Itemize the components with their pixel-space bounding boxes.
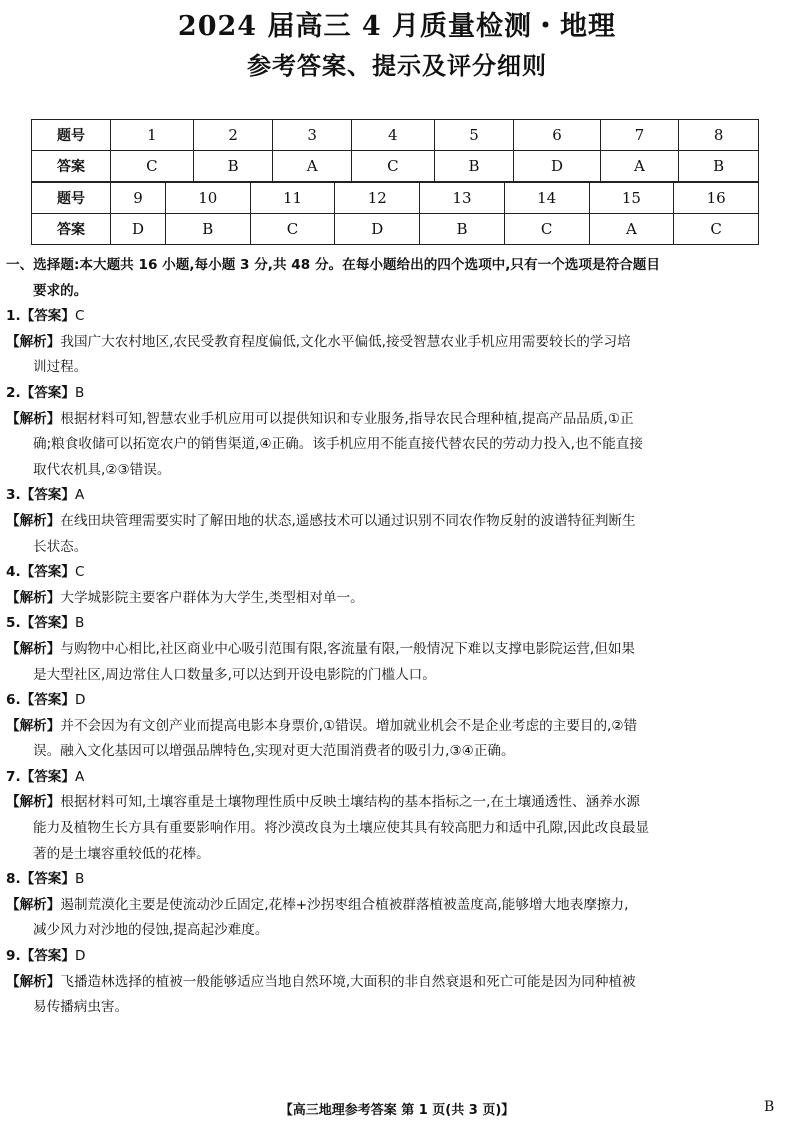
question-number: 1.	[6, 308, 21, 325]
explanation-line	[6, 790, 784, 816]
answer-line	[6, 483, 784, 509]
table-cell-question-number: 11	[250, 183, 335, 214]
answer-marker: 【答案】	[20, 768, 75, 785]
answer-value: D	[75, 948, 86, 965]
explanation-line	[6, 586, 784, 612]
table-cell-answer: B	[434, 151, 514, 182]
table-cell-question-number: 16	[674, 183, 759, 214]
explanation-text: 大学城影院主要客户群体为大学生,类型相对单一。	[60, 589, 364, 606]
table-cell-answer: B	[193, 151, 273, 182]
answer-item	[6, 304, 784, 381]
explanation-marker: 【解析】	[6, 410, 61, 427]
explanation-marker: 【解析】	[6, 589, 61, 606]
explanation-marker: 【解析】	[6, 333, 61, 350]
table-cell-question-number: 9	[111, 183, 166, 214]
explanation-marker: 【解析】	[6, 640, 61, 657]
question-number: 3.	[6, 487, 21, 504]
answer-value: D	[75, 692, 86, 709]
table-cell-answer: B	[420, 214, 505, 245]
table-cell-answer: A	[273, 151, 351, 182]
answer-value: A	[75, 768, 85, 785]
answer-line	[6, 867, 784, 893]
table-cell-question-number: 13	[420, 183, 505, 214]
answer-item	[6, 867, 784, 944]
explanation-text: 遏制荒漠化主要是使流动沙丘固定,花棒+沙拐枣组合植被群落植被盖度高,能够增大地表摩擦力,	[60, 896, 629, 913]
question-number: 6.	[6, 692, 21, 709]
explanation-line	[6, 893, 784, 919]
table-cell-answer: B	[165, 214, 250, 245]
answer-marker: 【答案】	[20, 384, 75, 401]
explanation-line	[6, 509, 784, 535]
table-row-numbers	[32, 120, 759, 151]
explanation-line: 误。融入文化基因可以增强品牌特色,实现对更大范围消费者的吸引力,③④正确。	[33, 743, 515, 760]
answer-marker: 【答案】	[20, 308, 75, 325]
explanation-marker: 【解析】	[6, 896, 61, 913]
answer-value: A	[75, 487, 85, 504]
explanation-line: 确;粮食收储可以拓宽农户的销售渠道,④正确。该手机应用不能直接代替农民的劳动力投入,也不能直接	[33, 436, 643, 453]
explanation-line: 能力及植物生长方具有重要影响作用。将沙漠改良为土壤应使其具有较高肥力和适中孔隙,因此改良最显	[33, 820, 650, 837]
answer-value: B	[75, 615, 85, 632]
table-header-question-number: 题号	[32, 120, 111, 151]
table-cell-question-number: 3	[273, 120, 351, 151]
table-cell-answer: D	[335, 214, 420, 245]
question-number: 4.	[6, 564, 21, 581]
explanation-text: 并不会因为有文创产业而提高电影本身票价,①错误。增加就业机会不是企业考虑的主要目的,②错	[60, 717, 638, 734]
page-title: 2024 届高三 4 月质量检测・地理	[177, 11, 617, 42]
explanation-marker: 【解析】	[6, 512, 61, 529]
explanation-text: 根据材料可知,土壤容重是土壤物理性质中反映土壤结构的基本指标之一,在土壤通透性、涵养水源	[60, 794, 640, 811]
explanation-line	[6, 330, 784, 356]
section-heading-line-2: 要求的。	[33, 282, 88, 299]
explanation-text: 根据材料可知,智慧农业手机应用可以提供知识和专业服务,指导农民合理种植,提高产品品质,①正	[60, 410, 634, 427]
answer-table-2	[31, 182, 759, 245]
answer-item	[6, 560, 784, 611]
version-mark: B	[764, 1099, 775, 1115]
answer-explanations	[6, 253, 784, 1021]
explanation-text: 与购物中心相比,社区商业中心吸引范围有限,客流量有限,一般情况下难以支撑电影院运营,但如果	[60, 640, 635, 657]
explanation-text: 在线田块管理需要实时了解田地的状态,遥感技术可以通过识别不同农作物反射的波谱特征判断生	[60, 512, 636, 529]
question-number: 9.	[6, 948, 21, 965]
table-cell-question-number: 12	[335, 183, 420, 214]
answer-marker: 【答案】	[20, 615, 75, 632]
explanation-text: 飞播造林选择的植被一般能够适应当地自然环境,大面积的非自然衰退和死亡可能是因为同种植被	[60, 973, 636, 990]
page-footer: 【高三地理参考答案 第 1 页(共 3 页)】	[279, 1103, 515, 1118]
table-cell-answer: D	[111, 214, 166, 245]
explanation-line	[6, 637, 784, 663]
answer-line	[6, 688, 784, 714]
table-header-answer: 答案	[32, 151, 111, 182]
table-cell-question-number: 15	[589, 183, 674, 214]
answer-value: C	[75, 564, 85, 581]
table-cell-answer: A	[589, 214, 674, 245]
answer-value: B	[75, 384, 85, 401]
table-cell-answer: A	[600, 151, 678, 182]
answer-item	[6, 483, 784, 560]
answer-item	[6, 765, 784, 867]
explanation-line: 减少风力对沙地的侵蚀,提高起沙难度。	[33, 922, 269, 939]
answer-marker: 【答案】	[20, 871, 75, 888]
answer-table-1	[31, 119, 759, 182]
explanation-marker: 【解析】	[6, 717, 61, 734]
table-cell-answer: C	[111, 151, 194, 182]
table-cell-answer: C	[351, 151, 434, 182]
table-cell-question-number: 6	[514, 120, 600, 151]
table-cell-question-number: 1	[111, 120, 194, 151]
table-cell-answer: C	[504, 214, 589, 245]
explanation-line: 长状态。	[33, 538, 88, 555]
explanation-line: 著的是土壤容重较低的花棒。	[33, 845, 210, 862]
answer-line	[6, 611, 784, 637]
question-number: 7.	[6, 768, 21, 785]
answer-value: B	[75, 871, 85, 888]
table-cell-question-number: 8	[679, 120, 759, 151]
explanation-line	[6, 407, 784, 433]
answer-item	[6, 688, 784, 765]
section-heading-line-1: 一、选择题:本大题共 16 小题,每小题 3 分,共 48 分。在每小题给出的四个选项中,只有一个选项是符合题目	[6, 257, 660, 273]
answer-line	[6, 381, 784, 407]
table-row-numbers	[32, 183, 759, 214]
explanation-line: 是大型社区,周边常住人口数量多,可以达到开设电影院的门槛人口。	[33, 666, 436, 683]
table-cell-question-number: 14	[504, 183, 589, 214]
answer-item	[6, 944, 784, 1021]
explanation-marker: 【解析】	[6, 973, 61, 990]
table-cell-question-number: 7	[600, 120, 678, 151]
table-row-answers	[32, 214, 759, 245]
answer-marker: 【答案】	[20, 692, 75, 709]
answer-item	[6, 381, 784, 483]
table-cell-question-number: 4	[351, 120, 434, 151]
answer-value: C	[75, 308, 85, 325]
table-cell-answer: C	[250, 214, 335, 245]
table-header-answer: 答案	[32, 214, 111, 245]
table-row-answers	[32, 151, 759, 182]
explanation-line: 取代农机具,②③错误。	[33, 461, 171, 478]
table-cell-answer: D	[514, 151, 600, 182]
explanation-line	[6, 970, 784, 996]
explanation-line: 训过程。	[33, 359, 88, 376]
table-cell-answer: C	[674, 214, 759, 245]
answer-line	[6, 765, 784, 791]
explanation-marker: 【解析】	[6, 794, 61, 811]
table-cell-question-number: 5	[434, 120, 514, 151]
explanation-line: 易传播病虫害。	[33, 999, 129, 1016]
table-cell-question-number: 2	[193, 120, 273, 151]
question-number: 8.	[6, 871, 21, 888]
answer-item	[6, 611, 784, 688]
answer-line	[6, 944, 784, 970]
answer-marker: 【答案】	[20, 948, 75, 965]
answer-marker: 【答案】	[20, 487, 75, 504]
answer-marker: 【答案】	[20, 564, 75, 581]
question-number: 2.	[6, 384, 21, 401]
question-number: 5.	[6, 615, 21, 632]
table-header-question-number: 题号	[32, 183, 111, 214]
explanation-line	[6, 714, 784, 740]
table-cell-answer: B	[679, 151, 759, 182]
page-subtitle: 参考答案、提示及评分细则	[247, 51, 547, 80]
explanation-text: 我国广大农村地区,农民受教育程度偏低,文化水平偏低,接受智慧农业手机应用需要较长的学习培	[60, 333, 631, 350]
table-cell-question-number: 10	[165, 183, 250, 214]
answer-line	[6, 560, 784, 586]
answer-line	[6, 304, 784, 330]
